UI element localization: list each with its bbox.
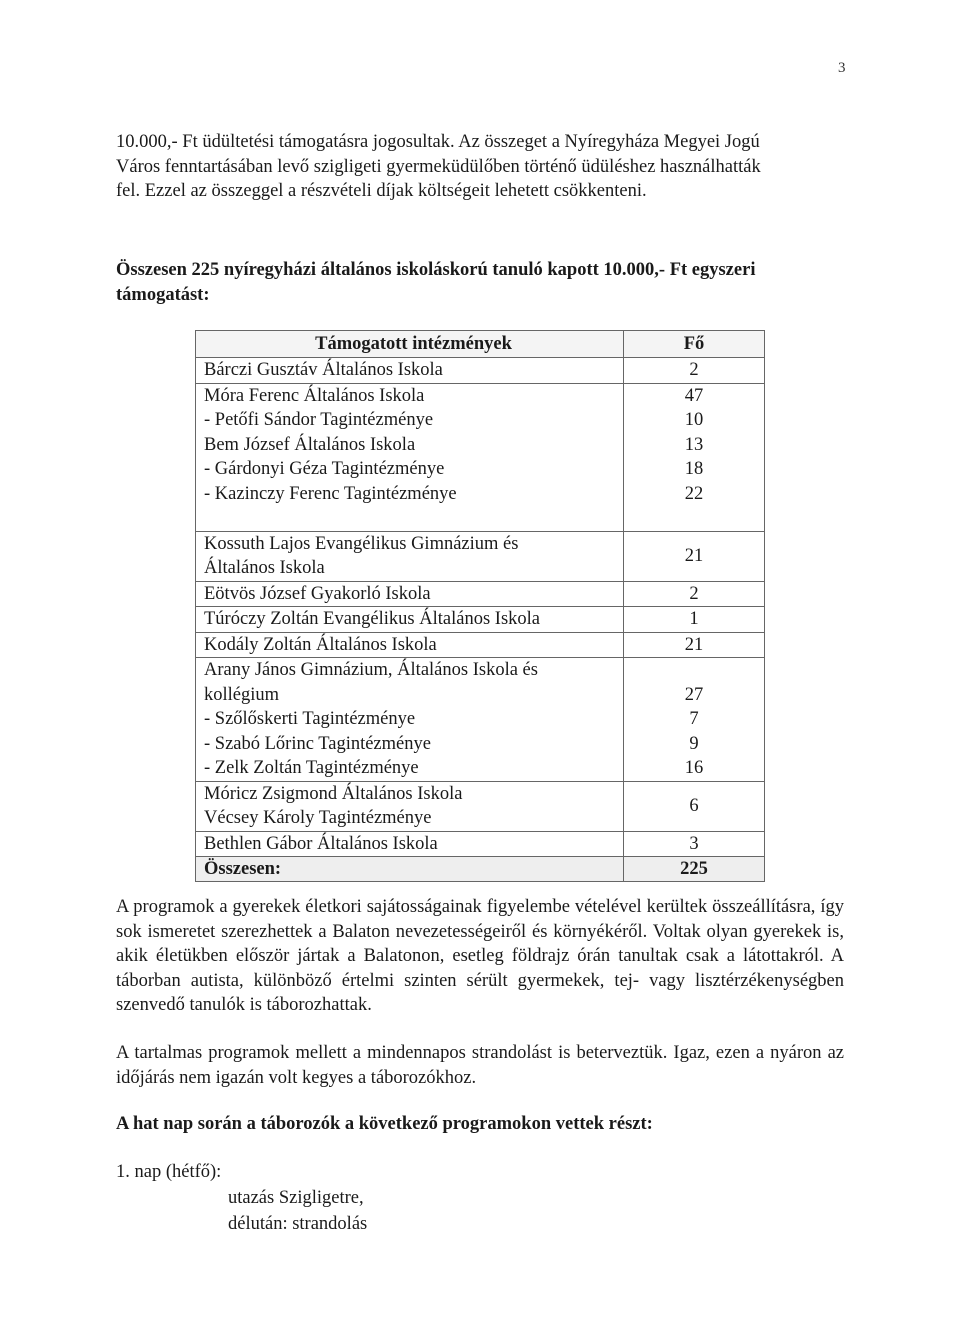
institution-name: Túróczy Zoltán Evangélikus Általános Iskola: [204, 609, 540, 629]
institution-name: Általános Iskola: [204, 558, 325, 578]
student-count: 1: [689, 609, 699, 629]
institution-name: Bem József Általános Iskola: [204, 434, 416, 455]
intro-line: Város fenntartásában levő szigligeti gyermeküdülőben történő üdüléshez használhatták: [116, 156, 761, 177]
institutions-table: [195, 330, 765, 882]
student-count: [624, 506, 764, 531]
student-count: 21: [684, 634, 704, 655]
student-count: 7: [689, 709, 699, 729]
institution-name: Vécsey Károly Tagintézménye: [204, 808, 432, 828]
institution-name: - Kazinczy Ferenc Tagintézménye: [204, 483, 457, 504]
student-count: 10: [684, 410, 704, 430]
student-count: 16: [684, 758, 704, 778]
intro-line: 10.000,- Ft üdültetési támogatásra jogosultak. Az összeget a Nyíregyháza Megyei Jogú: [116, 132, 760, 152]
six-days-heading: A hat nap során a táborozók a következő programokon vettek részt:: [116, 1114, 653, 1134]
student-count: [624, 658, 764, 683]
institution-name: Móricz Zsigmond Általános Iskola: [204, 783, 463, 804]
beach-paragraph: A tartalmas programok mellett a mindennapos strandolást is beterveztük. Igaz, ezen a nyáron az időjárás nem igazán volt kegyes a táborozókhoz.: [116, 1043, 844, 1088]
student-count: 27: [684, 684, 704, 705]
table-row: [196, 531, 765, 581]
institution-name: - Gárdonyi Géza Tagintézménye: [204, 459, 445, 479]
student-count: 47: [684, 385, 704, 406]
student-count: 2: [689, 583, 699, 604]
page-number: 3: [838, 60, 846, 76]
intro-paragraph: [116, 130, 844, 204]
table-row: [196, 781, 765, 831]
summary-heading-line: támogatást:: [116, 284, 210, 305]
institution-name: Kossuth Lajos Evangélikus Gimnázium és: [204, 533, 519, 554]
institution-name: - Petőfi Sándor Tagintézménye: [204, 410, 434, 430]
institution-name: kollégium: [204, 684, 280, 705]
intro-line: fel. Ezzel az összeggel a részvételi díjak költségeit lehetett csökkenteni.: [116, 181, 647, 201]
institution-name: [204, 506, 623, 531]
student-count: 18: [684, 459, 704, 479]
summary-heading: [116, 258, 846, 307]
institution-name: Móra Ferenc Általános Iskola: [204, 385, 425, 406]
table-row: [196, 383, 765, 531]
table-row: [196, 607, 765, 633]
institution-name: Eötvös József Gyakorló Iskola: [204, 583, 431, 604]
programs-paragraph: A programok a gyerekek életkori sajátosságainak figyelembe vételével kerültek összeállításra, így sok ismeretet szerezhettek a Balaton nevezetességeiről és környékéről. Voltak olyan gyerekek is, akik életükben először jártak a Balatonon, esetleg földrajz órán tanultak csak a látottakról. A táborban autista, különböző értelmi szinten sérült gyermekek, tej- vagy lisztérzékenységben szenvedő tanulók is táborozhattak.: [116, 897, 844, 1015]
institution-name: - Zelk Zoltán Tagintézménye: [204, 758, 419, 778]
institution-name: Bethlen Gábor Általános Iskola: [204, 833, 438, 854]
student-count: 22: [684, 483, 704, 504]
student-count: 9: [689, 733, 699, 754]
column-header-institution: Támogatott intézmények: [196, 331, 624, 358]
day-1-label: 1. nap (hétfő):: [116, 1162, 222, 1182]
total-label: Összesen:: [196, 857, 624, 882]
table-total-row: [196, 857, 765, 882]
column-header-count: Fő: [624, 331, 765, 358]
institution-name: - Szabó Lőrinc Tagintézménye: [204, 733, 431, 754]
student-count: 3: [689, 833, 699, 854]
table-header-row: [196, 331, 765, 358]
table-row: [196, 658, 765, 782]
day-1-items: [228, 1185, 367, 1237]
student-count: 2: [689, 360, 699, 380]
student-count: 13: [684, 434, 704, 455]
institution-name: Kodály Zoltán Általános Iskola: [204, 634, 437, 655]
table-row: [196, 831, 765, 857]
student-count: 21: [684, 545, 704, 566]
table-row: [196, 581, 765, 607]
institution-name: Arany János Gimnázium, Általános Iskola és: [204, 660, 538, 680]
table-row: [196, 358, 765, 384]
day-1-item: utazás Szigligetre,: [228, 1188, 364, 1208]
table-row: [196, 632, 765, 658]
student-count: 6: [689, 795, 699, 816]
institution-name: - Szőlőskerti Tagintézménye: [204, 709, 416, 729]
institution-name: Bárczi Gusztáv Általános Iskola: [204, 360, 443, 380]
total-count: 225: [624, 857, 765, 882]
summary-heading-line: Összesen 225 nyíregyházi általános iskoláskorú tanuló kapott 10.000,- Ft egyszeri: [116, 260, 756, 280]
day-1-item: délután: strandolás: [228, 1214, 368, 1234]
